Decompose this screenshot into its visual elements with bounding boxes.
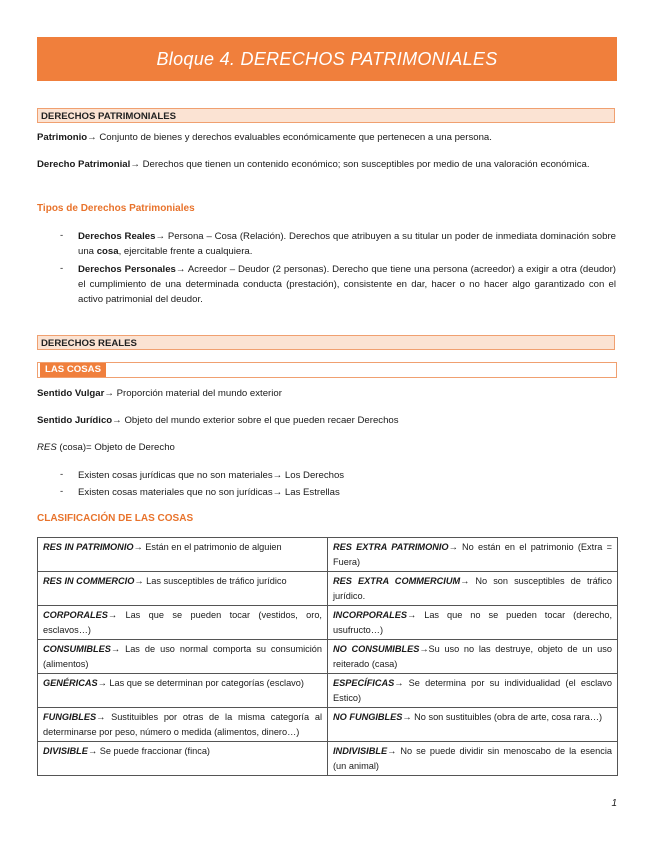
page-number: 1 xyxy=(611,798,617,809)
clasificacion-heading: CLASIFICACIÓN DE LAS COSAS xyxy=(37,513,194,524)
bullet-dash: - xyxy=(60,230,64,241)
table-cell: ESPECÍFICAS→ Se determina por su individualidad (el esclavo Estico) xyxy=(328,674,618,708)
bullet-dash: - xyxy=(60,469,64,480)
derecho-patrimonial-definition: Derecho Patrimonial→ Derechos que tienen un contenido económico; son susceptibles por medio de una valoración económica. xyxy=(37,159,590,170)
table-row xyxy=(38,640,618,674)
table-cell: RES EXTRA PATRIMONIO→ No están en el patrimonio (Extra = Fuera) xyxy=(328,538,618,572)
patrimonio-definition: Patrimonio→ Conjunto de bienes y derechos evaluables económicamente que pertenecen a una persona. xyxy=(37,132,492,143)
section-heading-derechos-patrimoniales: DERECHOS PATRIMONIALES xyxy=(37,108,615,123)
table-cell: CORPORALES→ Las que se pueden tocar (vestidos, oro, esclavos…) xyxy=(38,606,328,640)
table-row xyxy=(38,708,618,742)
tipo-derechos-reales: Derechos Reales→ Persona – Cosa (Relación). Derechos que atribuyen a su titular un poder de inmediata dominación sobre una cosa, ejercitable frente a cualquiera. xyxy=(78,231,617,257)
table-row xyxy=(38,674,618,708)
cosas-bullet-1: Existen cosas jurídicas que no son materiales→ Los Derechos xyxy=(78,470,345,481)
table-cell: INCORPORALES→ Las que no se pueden tocar (derecho, usufructo…) xyxy=(328,606,618,640)
table-row xyxy=(38,606,618,640)
bullet-dash: - xyxy=(60,263,64,274)
table-row xyxy=(38,572,618,606)
table-cell: NO CONSUMIBLES→Su uso no las destruye, objeto de un uso reiterado (casa) xyxy=(328,640,618,674)
document-title: Bloque 4. DERECHOS PATRIMONIALES xyxy=(37,37,617,81)
table-cell: GENÉRICAS→ Las que se determinan por categorías (esclavo) xyxy=(38,674,328,708)
table-cell: RES EXTRA COMMERCIUM→ No son susceptibles de tráfico jurídico. xyxy=(328,572,618,606)
table-cell: INDIVISIBLE→ No se puede dividir sin menoscabo de la esencia (un animal) xyxy=(328,742,618,776)
table-cell: RES IN PATRIMONIO→ Están en el patrimonio de alguien xyxy=(38,538,328,572)
res-definition: RES (cosa)= Objeto de Derecho xyxy=(37,442,175,453)
section-heading-derechos-reales: DERECHOS REALES xyxy=(37,335,615,350)
sentido-juridico: Sentido Jurídico→ Objeto del mundo exterior sobre el que pueden recaer Derechos xyxy=(37,415,399,426)
table-cell: RES IN COMMERCIO→ Las susceptibles de tráfico jurídico xyxy=(38,572,328,606)
table-cell: DIVISIBLE→ Se puede fraccionar (finca) xyxy=(38,742,328,776)
bullet-dash: - xyxy=(60,486,64,497)
table-cell: FUNGIBLES→ Sustituibles por otras de la misma categoría al determinarse por peso, número o medida (alimentos, dinero…) xyxy=(38,708,328,742)
table-row xyxy=(38,538,618,572)
sentido-vulgar: Sentido Vulgar→ Proporción material del mundo exterior xyxy=(37,388,282,399)
cosas-bullet-2: Existen cosas materiales que no son jurídicas→ Las Estrellas xyxy=(78,487,340,498)
clasificacion-table xyxy=(37,537,618,776)
tipo-derechos-personales: Derechos Personales→ Acreedor – Deudor (2 personas). Derecho que tiene una persona (acreedor) a exigir a otra (deudor) el cumplimiento de una determinada conducta (prestación), consistente en dar, hacer o no hacer algo garantizado con el activo patrimonial del deudor. xyxy=(78,264,617,305)
table-cell: NO FUNGIBLES→ No son sustituibles (obra de arte, cosa rara…) xyxy=(328,708,618,742)
table-row xyxy=(38,742,618,776)
table-cell: CONSUMIBLES→ Las de uso normal comporta su consumición (alimentos) xyxy=(38,640,328,674)
tipos-heading: Tipos de Derechos Patrimoniales xyxy=(37,203,195,214)
subsection-heading-las-cosas: LAS COSAS xyxy=(37,362,617,378)
